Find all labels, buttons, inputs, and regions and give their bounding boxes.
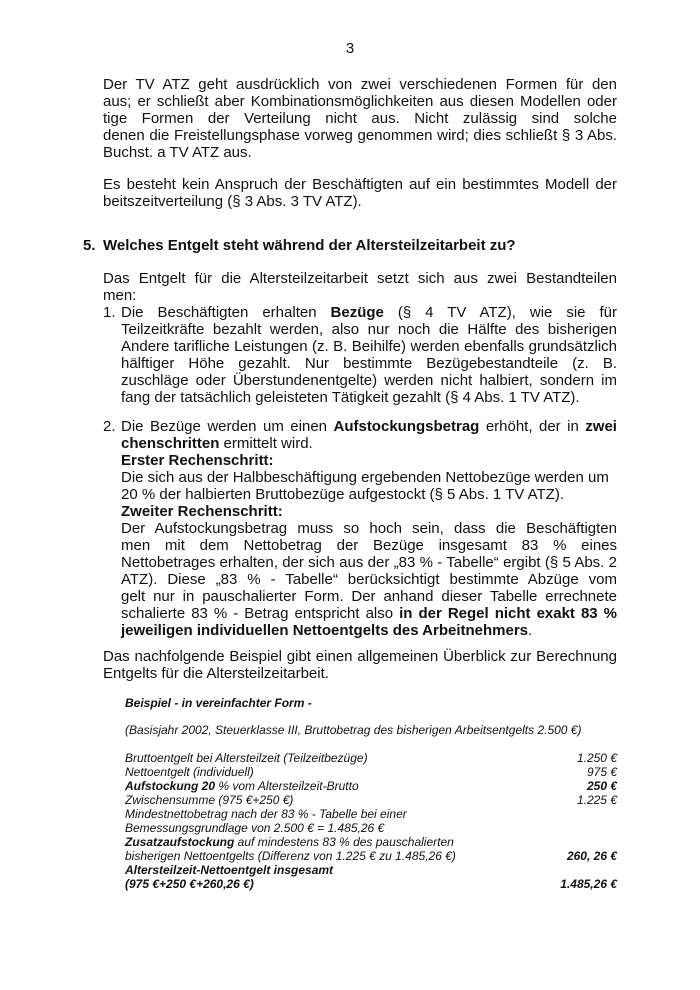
text-line: jeweiligen individuellen Nettoentgelts des Arbeitnehmers. <box>121 622 533 639</box>
step-title: Erster Rechenschritt: <box>121 452 274 469</box>
text-line: aus; er schließt aber Kombinationsmöglichkeiten aus diesen Modellen oder <box>103 93 617 110</box>
text-line: Das Entgelt für die Altersteilzeitarbeit setzt sich aus zwei Bestandteilen <box>103 270 617 287</box>
text-line: hälftiger Höhe gezahlt. Nur bestimmte Bezügebestandteile (z. B. <box>121 355 617 372</box>
text-line: Buchst. a TV ATZ aus. <box>103 144 252 161</box>
text-line: Die sich aus der Halbbeschäftigung ergebenden Nettobezüge werden um <box>121 469 609 486</box>
step-title: Zweiter Rechenschritt: <box>121 503 283 520</box>
list-number: 1. <box>103 304 116 321</box>
paragraph-intro <box>103 270 617 304</box>
example-title: Beispiel - in vereinfachter Form - <box>125 696 312 710</box>
text-line: fang der tatsächlich geleisteten Tätigkeit gezahlt (§ 4 Abs. 1 TV ATZ). <box>121 389 580 406</box>
paragraph-summary <box>103 648 617 682</box>
text-line: zuschläge oder Überstundenentgelte) werden nicht halbiert, sondern im <box>121 372 617 389</box>
table-row: Altersteilzeit-Nettoentgelt insgesamt <box>125 863 334 877</box>
text-line: gelt nur in pauschalierter Form. Der anhand dieser Tabelle errechnete <box>121 588 617 605</box>
section-heading <box>83 237 516 254</box>
text-line: men mit dem Nettobetrag der Bezüge insgesamt 83 % eines <box>121 537 617 554</box>
text-line: Teilzeitkräfte bezahlt werden, also nur noch die Hälfte des bisherigen <box>121 321 617 338</box>
table-row: (975 €+250 €+260,26 €) 1.485,26 € <box>125 877 617 891</box>
text-line: Die Beschäftigten erhalten Bezüge (§ 4 TV ATZ), wie sie für <box>121 304 617 321</box>
text-line: Das nachfolgende Beispiel gibt einen allgemeinen Überblick zur Berechnung <box>103 648 617 665</box>
text-line: denen die Freistellungsphase vorweg genommen wird; dies schließt § 3 Abs. <box>103 127 617 144</box>
table-row: bisherigen Nettoentgelts (Differenz von 1.225 € zu 1.485,26 €) 260, 26 € <box>125 849 617 863</box>
text-line: chenschritten ermittelt wird. <box>121 435 313 452</box>
table-row: Nettoentgelt (individuell) 975 € <box>125 765 617 779</box>
section-number: 5. <box>83 237 96 254</box>
list-item-bezuege <box>121 304 617 406</box>
table-row: Bemessungsgrundlage von 2.500 € = 1.485,26 € <box>125 821 385 835</box>
list-item-aufstockung <box>121 418 617 639</box>
example-basis: (Basisjahr 2002, Steuerklasse III, Bruttobetrag des bisherigen Arbeitsentgelts 2.500 €) <box>125 723 582 737</box>
text-line: schalierte 83 % - Betrag entspricht also in der Regel nicht exakt 83 % <box>121 605 617 622</box>
text-line: Der TV ATZ geht ausdrücklich von zwei verschiedenen Formen für den <box>103 76 617 93</box>
text-line: Andere tarifliche Leistungen (z. B. Beihilfe) werden ebenfalls grundsätzlich <box>121 338 617 355</box>
table-row: Aufstockung 20 % vom Altersteilzeit-Brutto 250 € <box>125 779 617 793</box>
page-number: 3 <box>345 40 355 57</box>
text-line: Entgelts für die Altersteilzeitarbeit. <box>103 665 329 682</box>
section-title: Welches Entgelt steht während der Altersteilzeitarbeit zu? <box>103 237 516 254</box>
text-line: beitszeitverteilung (§ 3 Abs. 3 TV ATZ). <box>103 193 362 210</box>
paragraph-models <box>103 76 617 161</box>
text-line: tige Formen der Verteilung nicht aus. Nicht zulässig sind solche <box>103 110 617 127</box>
text-line: Die Bezüge werden um einen Aufstockungsbetrag erhöht, der in zwei <box>121 418 617 435</box>
text-line: Es besteht kein Anspruch der Beschäftigten auf ein bestimmtes Modell der <box>103 176 617 193</box>
table-row: Zwischensumme (975 €+250 €) 1.225 € <box>125 793 617 807</box>
paragraph-no-claim <box>103 176 617 210</box>
table-row: Bruttoentgelt bei Altersteilzeit (Teilzeitbezüge) 1.250 € <box>125 751 617 765</box>
example-table <box>125 751 617 891</box>
text-line: ATZ). Diese „83 % - Tabelle“ berücksichtigt bestimmte Abzüge vom <box>121 571 617 588</box>
text-line: 20 % der halbierten Bruttobezüge aufgestockt (§ 5 Abs. 1 TV ATZ). <box>121 486 565 503</box>
table-row: Zusatzaufstockung auf mindestens 83 % des pauschalierten <box>125 835 454 849</box>
table-row: Mindestnettobetrag nach der 83 % - Tabelle bei einer <box>125 807 407 821</box>
text-line: Nettobetrages erhalten, der sich aus der „83 % - Tabelle“ ergibt (§ 5 Abs. 2 <box>121 554 617 571</box>
list-number: 2. <box>103 418 116 435</box>
text-line: Der Aufstockungsbetrag muss so hoch sein, dass die Beschäftigten <box>121 520 617 537</box>
text-line: men: <box>103 287 137 304</box>
